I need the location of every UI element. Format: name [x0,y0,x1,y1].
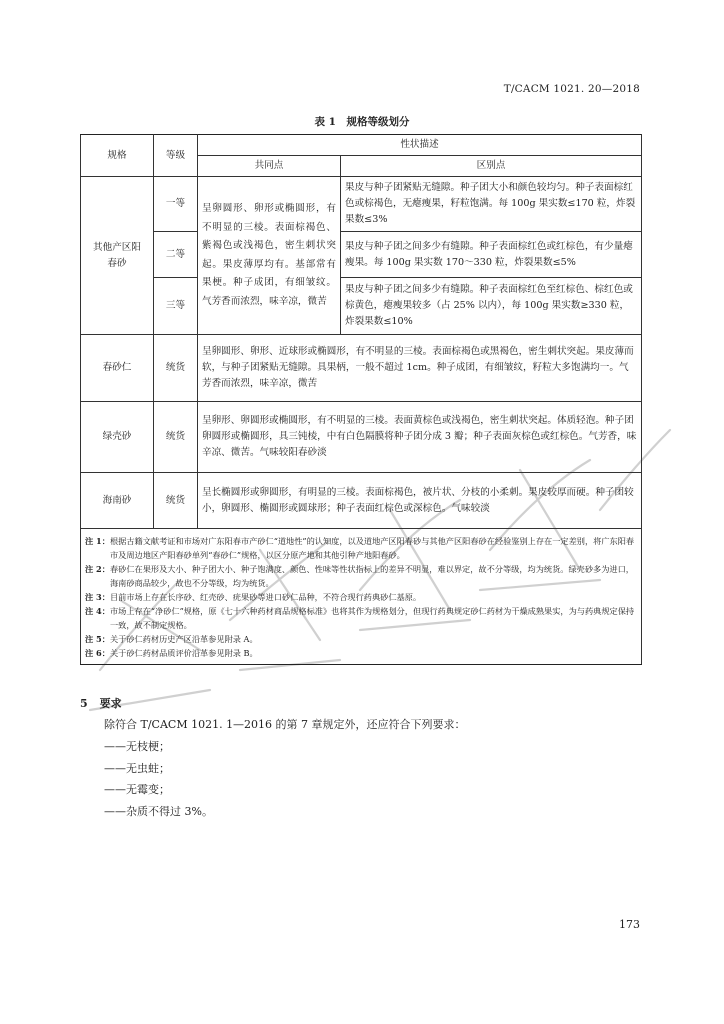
list-item: ——无虫蛀； [104,761,170,775]
distinct-cell: 果皮与种子团之间多少有缝隙。种子表面棕红色或红棕色，有少量瘪瘦果。每 100g 果实数 170～330 粒，炸裂果数≤5% [341,232,642,278]
table-row [81,232,642,278]
table-row [81,402,642,473]
note-item [85,604,637,632]
list-item: ——无枝梗； [104,740,170,753]
note-label: 注 4： [85,606,110,616]
section-number: 5 [80,697,88,710]
table-row [81,278,642,335]
header-spec: 规格 [81,135,154,177]
table-header-row [81,135,642,156]
header-common: 共同点 [198,156,341,177]
grade-spec-table [80,134,642,665]
note-text: 市场上存在“净砂仁”规格，原《七十六种药材商品规格标准》也将其作为规格划分，但现行药典规定砂仁药材为干燥成熟果实，为与药典规定保持一致，故不制定规格。 [109,606,635,630]
note-text: 关于砂仁药材历史产区沿革参见附录 A。 [109,634,258,644]
distinct-cell: 果皮与种子团紧贴无缝隙。种子团大小和颜色较均匀。种子表面棕红色或棕褐色，无瘪瘦果，籽粒饱满。每 100g 果实数≤170 粒，炸裂果数≤3% [341,177,642,232]
note-label: 注 1： [85,536,110,546]
note-item [85,534,637,562]
spec-cell: 春砂仁 [81,335,154,402]
requirements-intro: 除符合 T/CACM 1021. 1—2016 的第 7 章规定外，还应符合下列要求： [104,718,466,731]
note-label: 注 3： [85,592,110,602]
grade-cell: 统货 [154,335,198,402]
section-title: 要求 [99,697,122,710]
table-row [81,335,642,402]
description-cell: 呈长椭圆形或卵圆形，有明显的三棱。表面棕褐色，被片状、分枝的小柔刺。果皮较厚而硬。种子团较小，卵圆形、椭圆形或圆球形；种子表面红棕色或深棕色。气味较淡 [198,473,642,529]
note-label: 注 6： [85,648,110,658]
notes-row [81,529,642,665]
grade-cell: 统货 [154,473,198,529]
note-text: 目前市场上存在长序砂、红壳砂、疣果砂等进口砂仁品种，不符合现行药典砂仁基原。 [109,592,422,602]
spec-cell: 其他产区阳春砂 [81,177,154,335]
note-text: 春砂仁在果形及大小、种子团大小、种子饱满度、颜色、性味等性状指标上的差异不明显，难以界定，故不分等级，均为统货。绿壳砂多为进口，海南砂商品较少，故也不分等级，均为统货。 [109,564,634,588]
header-grade: 等级 [154,135,198,177]
table-notes [81,529,642,665]
table-row [81,473,642,529]
distinct-cell: 果皮与种子团之间多少有缝隙。种子表面棕红色至红棕色、棕红色或棕黄色，瘪瘦果较多（占 25% 以内），每 100g 果实数≥330 粒，炸裂果数≤10% [341,278,642,335]
note-item [85,562,637,590]
description-cell: 呈卵形、卵圆形或椭圆形，有不明显的三棱。表面黄棕色或浅褐色，密生刺状突起。体质轻泡。种子团卵圆形或椭圆形，具三钝棱，中有白色隔膜将种子团分成 3 瓣；种子表面灰棕色或红棕色。气芳香，味辛凉、微苦。气味较阳春砂淡 [198,402,642,473]
common-cell: 呈卵圆形、卵形或椭圆形，有不明显的三棱。表面棕褐色、紫褐色或浅褐色，密生刺状突起。果皮薄厚均有。基部常有果梗。种子成团，有细皱纹。气芳香而浓烈，味辛凉，微苦 [198,177,341,335]
note-text: 根据古籍文献考证和市场对广东阳春市产砂仁“道地性”的认知度，以及道地产区阳春砂与其他产区阳春砂在经验鉴别上存在一定差别，将广东阳春市及周边地区产阳春砂单列“春砂仁”规格，以区分原产地和其他引种产地阳春砂。 [109,536,635,560]
grade-cell: 二等 [154,232,198,278]
grade-cell: 统货 [154,402,198,473]
table-row [81,177,642,232]
header-traits: 性状描述 [198,135,642,156]
table-title: 表 1 规格等级划分 [314,116,410,128]
note-item [85,632,637,646]
note-item [85,590,637,604]
spec-cell: 海南砂 [81,473,154,529]
section-heading [80,695,122,711]
grade-cell: 三等 [154,278,198,335]
page-number: 173 [619,918,640,931]
grade-cell: 一等 [154,177,198,232]
note-label: 注 5： [85,634,110,644]
note-text: 关于砂仁药材品质评价沿革参见附录 B。 [109,648,258,658]
list-item: ——无霉变； [104,783,170,797]
list-item: ——杂质不得过 3%。 [104,804,213,818]
document-code: T/CACM 1021. 20—2018 [503,83,640,95]
note-label: 注 2： [85,564,110,574]
note-item [85,646,637,660]
description-cell: 呈卵圆形、卵形、近球形或椭圆形，有不明显的三棱。表面棕褐色或黑褐色，密生刺状突起。果皮薄而软，与种子团紧贴无缝隙。具果柄，一般不超过 1cm。种子成团，有细皱纹，籽粒大多饱满均一。气芳香而浓烈，味辛凉，微苦 [198,335,642,402]
spec-cell: 绿壳砂 [81,402,154,473]
header-distinct: 区别点 [341,156,642,177]
requirements-list [104,736,213,822]
